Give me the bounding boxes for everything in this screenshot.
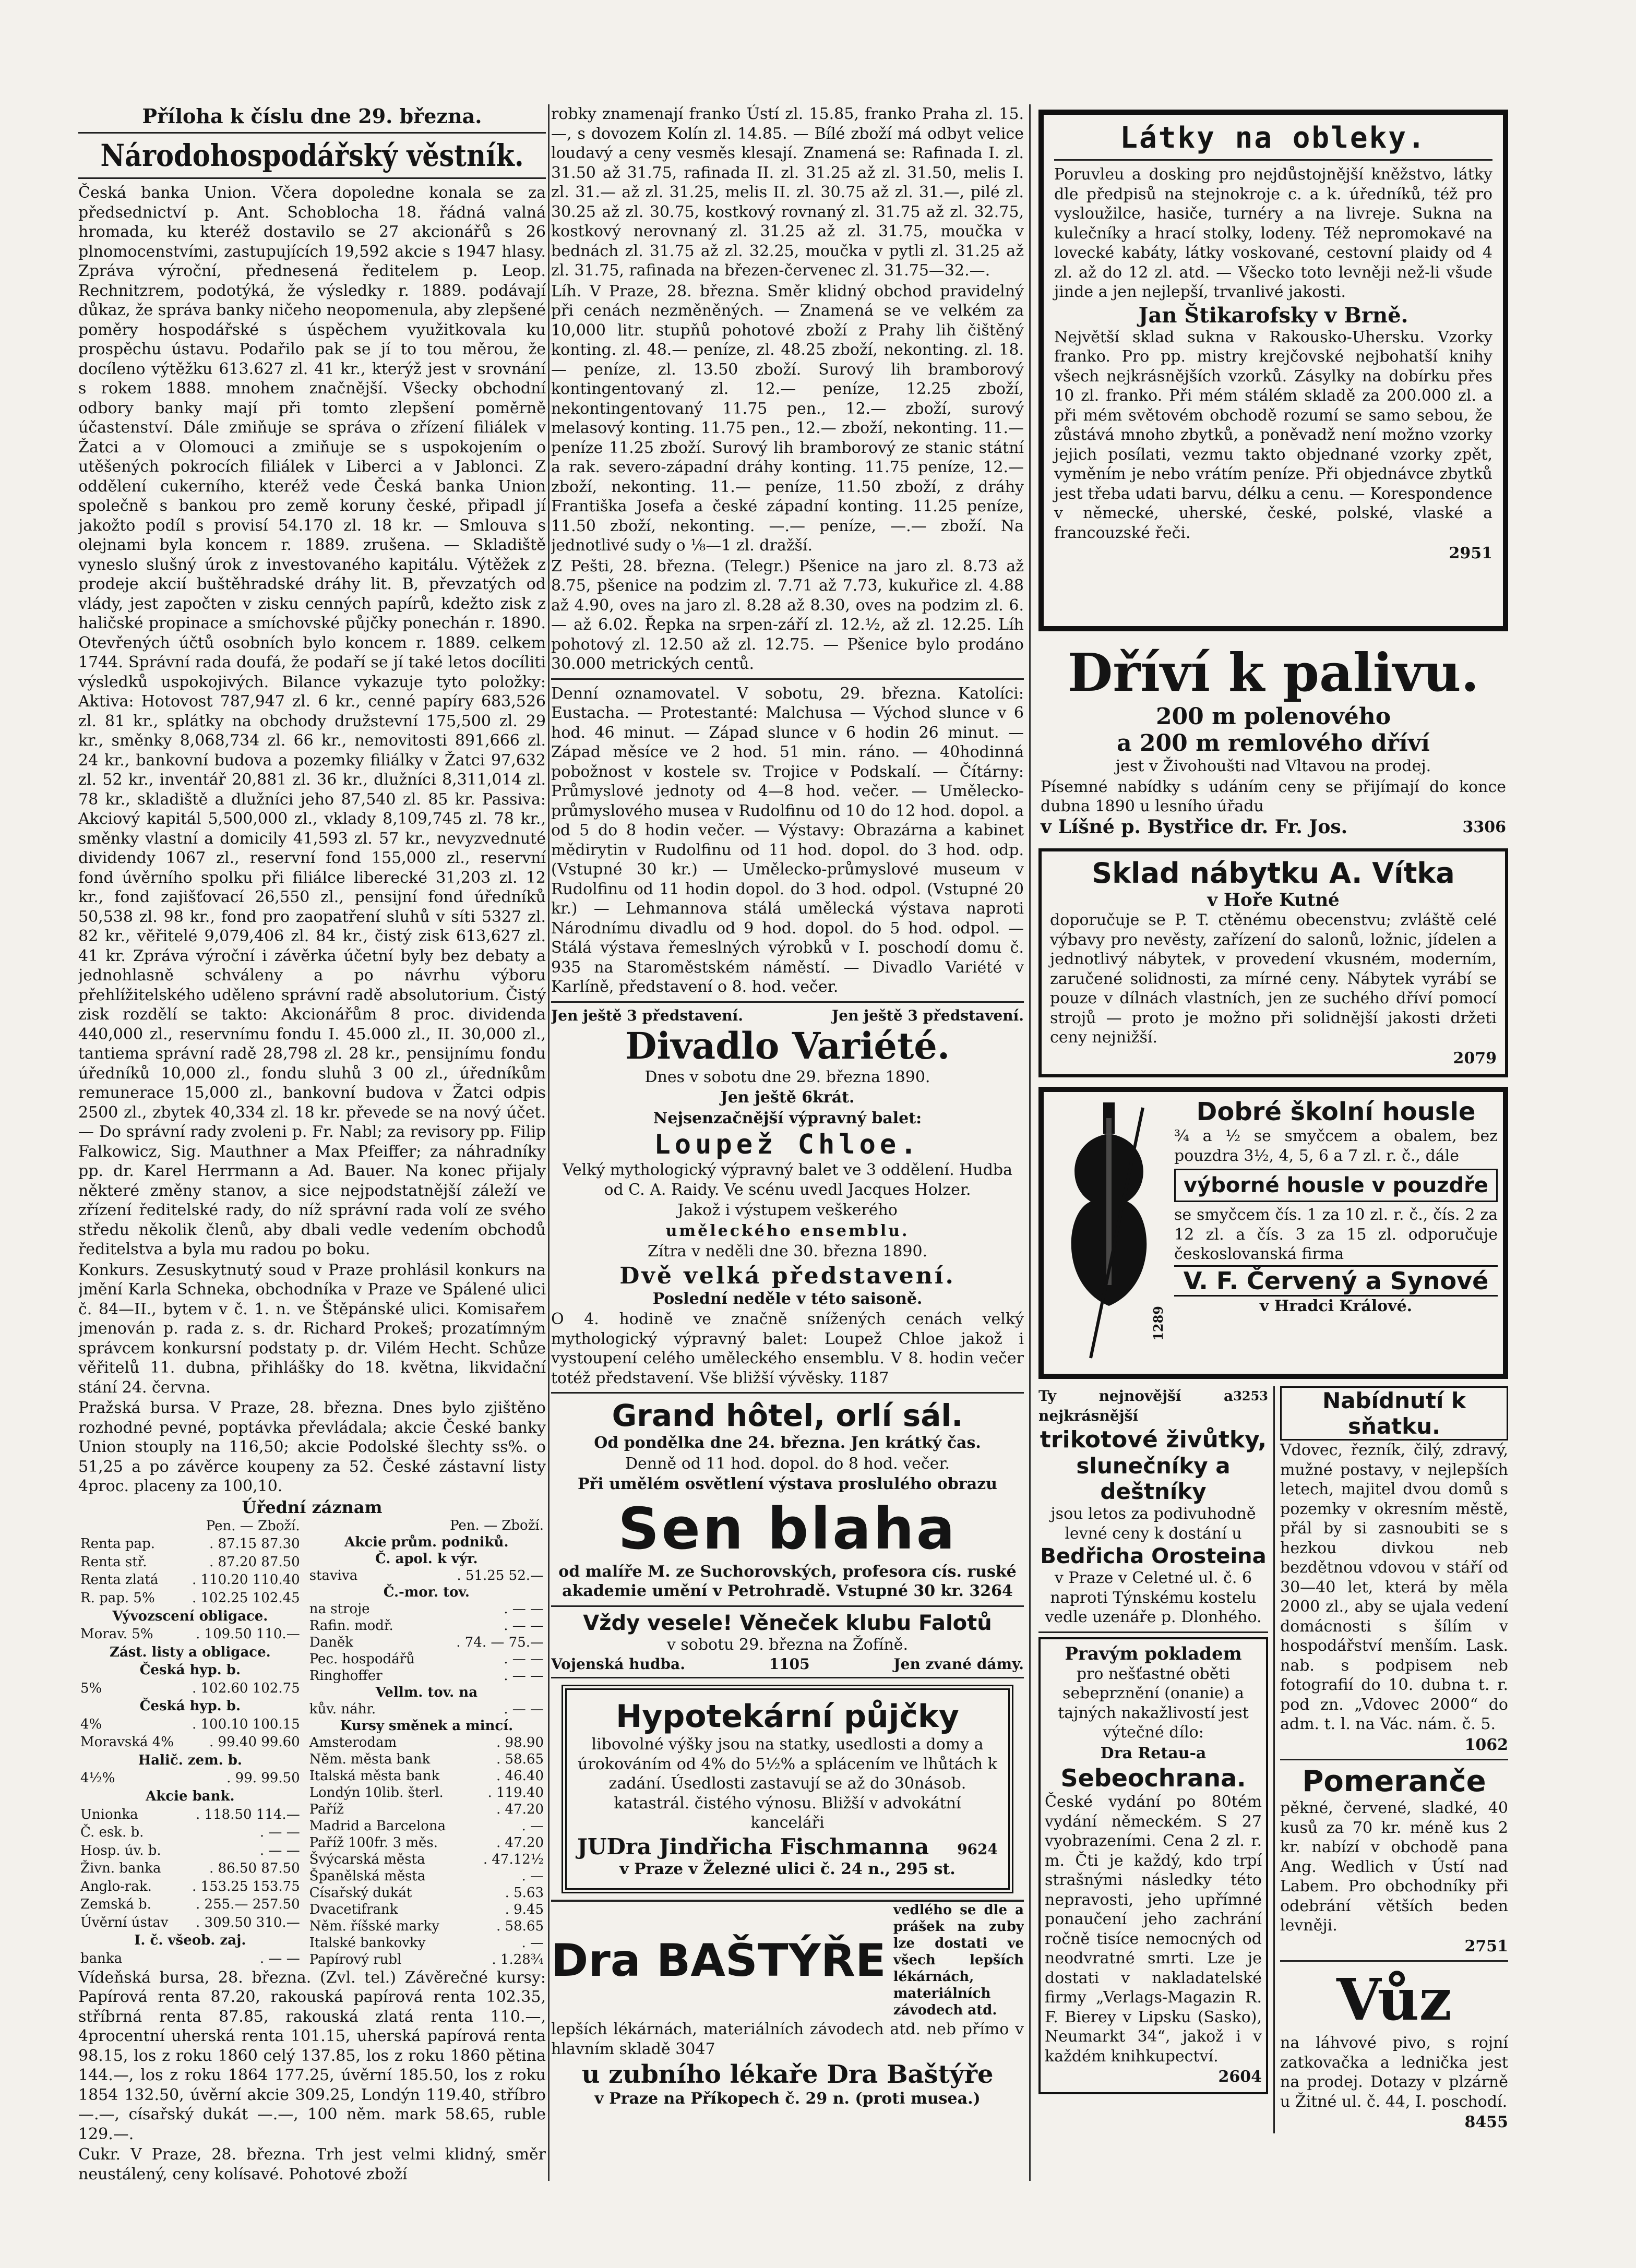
table-cell-label: Moravská 4% [80,1734,174,1750]
grand-hotel-line: Od pondělka dne 24. března. Jen krátký čas. [594,1434,981,1452]
firewood-num: 3306 [1462,818,1506,836]
table-cell-value: . 87.15 87.30 [209,1536,300,1552]
table-row [78,1715,302,1734]
table-cell-label: Vývozscení obligace. [112,1608,268,1624]
article-sugar-cont: robky znamenají franko Ústí zl. 15.85, franko Praha zl. 15.—, s dovozem Kolín zl. 14.85. — Bílé zboží má odbyt velice loudavý a ceny vesměs klesají. Znamená se: Rafinada I. zl. 31.50 až 31.75, rafinada II. zl. 31.25 až zl. 31.50, melis I. zl. 31.— až zl. 31.25, melis II. zl. 30.75 až zl. 31.—, pilé zl. 30.25 až zl. 30.75, kostkový rovnaný zl. 31.75 až zl. 32.75, kostkový nerovnaný zl. 31.25 až zl. 31.75, moučka v bednách zl. 31.75 až zl. 32.25, moučka v pytli zl. 31.25 až zl. 31.75, rafinada na březen-červenec zl. 31.75—32.—. [551,105,1024,280]
fabric-merchant: Jan Štikarofsky v Brně. [1138,303,1408,328]
mortgage-text: libovolné výšky jsou na statky, usedlosti a domy a úrokováním od 4% do 5½% a splácením ve lhůtách k zadání. Úsedlosti zastavují se až do 30násob. katastrál. čistého výnosu. Bližší v advokátní kanceláři [578,1735,997,1832]
table-row [78,1553,302,1571]
table-cell-label: Morav. 5% [80,1626,153,1642]
table-row [307,1901,546,1918]
furniture-num: 2079 [1453,1049,1497,1067]
table-cell-value: . 86.50 87.50 [209,1861,300,1877]
tricot-a: trikotové živůtky, [1040,1426,1267,1453]
table-cell-value: . — [521,1935,544,1951]
table-cell-label: Úvěrní ústav [80,1914,169,1930]
table-cell-value: . 255.— 257.50 [196,1897,300,1913]
variete-line: O 4. hodině ve značně snížených cenách velký mythologický výpravný balet: Loupež Chloe jakož i vystoupení celého uměleckého ensemblu. V 8. hodin večer totéž představení. Vše bližší vývěsky. 1187 [551,1310,1024,1387]
article-bankruptcy: Konkurs. Zesuskytnutý soud v Praze prohlásil konkurs na jmění Karla Schneka, obchodníka v Praze ve Spálené ulici č. 84—II., bytem v č. 1. n. ve Štěpánské ulici. Komisařem jmenován p. rada z. s. dr. Richard Prokeš; prozatímným správcem konkursní podstaty p. dr. Vilém Hecht. Schůze věřitelů 11. dubna, přihlášky do 18. května, likvidační stání 24. června. [78,1261,546,1397]
bastyr-addr: v Praze na Příkopech č. 29 n. (proti musea.) [594,2090,981,2108]
divider [551,1001,1024,1003]
table-cell-label: Paříž 100fr. 3 měs. [309,1834,438,1851]
table-cell-value: . 110.20 110.40 [192,1572,300,1588]
table-row [307,1634,546,1651]
table-cell-label [307,1517,448,1534]
grand-hotel-painting: Sen blaha [618,1495,957,1562]
article-sugar: Cukr. V Praze, 28. března. Trh jest velmi klidný, směr neustálený, ceny kolísavé. Pohotové zboží [78,2145,546,2183]
bastyr-dentist: u zubního lékaře Dra Baštýře [581,2060,994,2089]
table-cell-label: Španělská města [309,1868,426,1884]
table-cell-label: Č.-mor. tov. [383,1584,470,1600]
table-row [78,1625,302,1643]
table-row [78,1661,302,1679]
violin-title: Dobré školní housle [1196,1097,1476,1126]
table-cell-value: . — [521,1818,544,1834]
variete-line: Jen ještě 6krát. [720,1088,855,1107]
table-row [78,1607,302,1625]
table-row [78,1823,302,1842]
table-cell-label: kův. náhr. [309,1701,376,1717]
table-cell-label: Živn. banka [80,1861,161,1877]
furniture-text: doporučuje se P. T. ctěnému obecenstvu; zvláště celé výbavy pro nevěsty, zařízení do salonů, ložnic, jídelen a jednotlivý nábytek, v provedení vkusném, moderním, zaručené solidnosti, za mírné ceny. Nábytek vyrábí se pouze v dílnách vlastních, jen ze suchého dříví pomocí strojů — proto je možno při solidnější jakosti držeti ceny nejnižší. [1050,911,1497,1047]
table-cell-label: Akcie bank. [146,1788,235,1804]
table-row [307,1935,546,1951]
table-cell-label: Ringhoffer [309,1667,383,1684]
table-cell-value: . — — [504,1617,544,1634]
table-cell-label: Pec. hospodářů [309,1651,415,1667]
table-cell-label: Č. apol. k výr. [375,1551,478,1567]
marriage-title: Nabídnutí k sňatku. [1280,1386,1508,1441]
table-row [78,1751,302,1770]
table-cell-value: . — — [259,1951,300,1967]
table-cell-value: . 118.50 114.— [196,1806,300,1822]
variete-top-right: Jen ještě 3 představení. [832,1006,1024,1024]
table-cell-value: . 1.28¾ [492,1951,544,1967]
tricot-name: Bedřicha Orosteina [1040,1544,1267,1568]
table-row [307,1718,546,1734]
table-cell-value: . 102.25 102.45 [192,1590,300,1606]
mortgage-title: Hypotekární půjčky [616,1698,959,1735]
lower-ads [1038,1386,1508,2133]
table-row [307,1601,546,1617]
variete-line: Velký mythologický výpravný balet ve 3 oddělení. Hudba od C. A. Raidy. Ve scénu uvedl Jacques Holzer. [563,1161,1012,1199]
table-cell-label: Italské bankovky [309,1935,426,1951]
table-row [307,1818,546,1834]
fabric-ad [1038,110,1508,631]
table-cell-label: Italská města bank [309,1768,440,1784]
table-cell-label: Renta zlatá [80,1572,159,1588]
table-row [307,1918,546,1935]
table-cell-value: . 5.63 [505,1885,544,1901]
variete-line: Jakož i výstupem veškerého [677,1201,898,1219]
violin-ad [1038,1087,1508,1379]
table-row [307,1517,546,1534]
table-cell-label: Č. esk. b. [80,1825,144,1841]
oranges-text: pěkné, červené, sladké, 40 kusů za 70 kr. méně kus 2 kr. nabízí v obchodě pana Ang. Wedlich v Ústí nad Labem. Pro obchodníky při odebrání větších beden levněji. [1280,1799,1508,1935]
fabric-text-2: Největší sklad sukna v Rakousko-Uhersku. Vzorky franko. Pro pp. mistry krejčovské nejbohatší knihy všech nejkrásnějších vzorků. Zásylky na dobírku přes 10 zl. franko. Při mém stálém skladě za 200.000 zl. a při mém světovém obchodě rozumí se samo sebou, že zůstává mnoho zbytků, a poněvadž není možno vzorky jejich posílati, vezmu takto objednané vzorky zpět, vyměním je nebo vrátím peníze. Při objednávce zbytků jest třeba udati barvu, délku a cenu. — Korespondence v německé, uherské, české, polské, vlaské a francouzské řeči. [1054,328,1492,542]
wagon-num: 8455 [1464,2113,1508,2131]
table-cell-value: Pen. — Zboží. [206,1518,300,1534]
table-cell-label: Madrid a Barcelona [309,1818,446,1834]
exchange-table-left [78,1517,302,1968]
bastyr-side: vedlého se dle a prášek na zuby lze dostati ve všech lepších lékárnách, materiálních závodech atd. [893,1902,1024,2018]
table-row [78,1841,302,1859]
variete-show: Loupež Chloe. [654,1129,921,1160]
tricot-line: jsou letos za podivuhodně levné ceny k dostání u [1050,1505,1256,1543]
variete-line: Dnes v sobotu dne 29. března 1890. [644,1067,930,1086]
variete-line: Dvě velká představení. [619,1262,956,1289]
table-row [78,1679,302,1697]
table-cell-value: . 98.90 [496,1734,544,1750]
table-cell-label: Zemská b. [80,1897,151,1913]
table-cell-value: . 51.25 52.— [457,1567,544,1583]
table-cell-value: . 119.40 [487,1784,544,1801]
table-row [307,1851,546,1868]
table-row [78,1517,302,1535]
firewood-line: Písemné nabídky s udáním ceny se přijímají do konce dubna 1890 u lesního úřadu [1041,777,1506,815]
furniture-ad [1038,848,1508,1077]
mortgage-num: 9624 [957,1840,998,1858]
table-cell-value: . 109.50 110.— [196,1626,300,1642]
table-cell-label: 4½% [80,1770,115,1786]
bastyr-line [551,2020,1024,2059]
tricot-b: slunečníky a deštníky [1076,1453,1231,1504]
table-cell-value: . — — [504,1651,544,1667]
bastyr-title: Dra BAŠTÝŘE [551,1935,886,1987]
table-cell-value: . 9.45 [505,1901,544,1917]
table-cell-value: . — — [259,1825,300,1841]
table-row [78,1733,302,1751]
violin-city: v Hradci Králové. [1259,1297,1413,1315]
firewood-ad [1038,631,1508,848]
table-cell-label: Česká hyp. b. [139,1698,241,1714]
fabric-title: Látky na obleky. [1120,121,1427,155]
mortgage-addr: v Praze v Železné ulici č. 24 n., 295 st. [619,1859,956,1878]
table-row [307,1834,546,1851]
column-1 [78,104,546,2191]
table-cell-label: Renta pap. [80,1536,155,1552]
table-cell-label: Vellm. tov. na [375,1684,478,1700]
table-row [307,1868,546,1885]
table-cell-value: . 74. — 75.— [456,1634,544,1650]
table-cell-label: 5% [80,1680,102,1696]
fabric-text: Poruvleu a dosking pro nejdůstojnější kněžstvo, látky dle předpisů na stejnokroje c. a k. úředníků, též pro vysloužilce, hasiče, turnéry a na livreje. Sukna na kulečníky a hrací stolky, lodeny. Též nepromokavé na lovecké kabáty, látky voskované, cestovní plaidy od 4 zl. až do 12 zl. atd. — Všecko toto levněji než-li všude jinde a jen nejlepší, trvanlivé jakosti. [1054,165,1492,301]
book-text: České vydání po 80tém vydání německém. S 27 vyobrazeními. Cena 2 zl. r. m. Čti je každý, kdo trpí strašnými následky této nepravosti, jeho upřímné ponaučení jeho zachrání ročně tisíce nemocných od neodvratné smrti. Lze je dostati v nakladatelské firmy „Verlags-Magazin R. F. Bierey v Lipsku (Sasko), Neumarkt 34“, jakož i v každém knihkupectví. [1045,1793,1262,2066]
divider [1280,1759,1508,1760]
oranges-ad [1280,1765,1508,1956]
table-cell-label: staviva [309,1567,358,1583]
variete-title: Divadlo Variété. [625,1024,950,1067]
table-cell-label: Londýn 10lib. šterl. [309,1784,444,1801]
table-row [78,1895,302,1914]
table-cell-value: . 47.20 [496,1801,544,1817]
table-row [78,1643,302,1661]
table-row [307,1768,546,1784]
table-row [307,1534,546,1551]
table-cell-label: Paříž [309,1801,344,1817]
table-cell-label: Unionka [80,1806,138,1822]
table-cell-label: Amsterodam [309,1734,397,1750]
table-row [78,1950,302,1968]
article-prague-exchange: Pražská bursa. V Praze, 28. března. Dnes bylo zjištěno rozhodné pevné, poptávka převládala; akcie České banky Union stouply na 116,50; akcie Podolské šlechty ss%. o 51,25 a po závěrce koupeny za 52. České zástavní listy 4proc. placeny za 100,10. [78,1399,546,1495]
table-cell-label: I. č. všeob. zaj. [134,1933,246,1949]
violin-line: se smyčcem čís. 1 za 10 zl. r. č., čís. 2 za 12 zl. a čís. 3 za 15 zl. odporučuje českoslovanská firma [1174,1206,1498,1263]
falot-ad [551,1611,1024,1673]
tricot-ad [1038,1386,1268,1627]
table-row [307,1551,546,1567]
table-row [78,1535,302,1553]
table-cell-label: banka [80,1951,123,1967]
table-cell-label: Renta stř. [80,1554,147,1570]
table-row [307,1684,546,1701]
table-row [307,1951,546,1968]
variete-line: Poslední neděle v této saisoně. [652,1289,923,1308]
marriage-num: 1062 [1464,1735,1508,1754]
column-2 [551,104,1024,2181]
table-cell-label: na stroje [309,1601,370,1617]
table-cell-value: . 58.65 [496,1918,544,1934]
book-title: Pravým pokladem [1065,1643,1242,1664]
book-num: 2604 [1218,2068,1262,2086]
table-cell-label [78,1517,183,1535]
book-big: Sebeochrana. [1060,1764,1246,1792]
table-cell-value: . — [521,1868,544,1884]
oranges-title: Pomeranče [1302,1765,1486,1798]
supplement-header: Příloha k číslu dne 29. března. [142,104,482,128]
divider [1054,159,1492,161]
table-cell-value: . 87.20 87.50 [209,1554,300,1570]
firewood-line: 200 m polenového [1155,703,1391,730]
mortgage-name: JUDra Jindřicha Fischmanna [577,1833,929,1859]
table-row [307,1651,546,1667]
divider [551,1677,1024,1678]
table-cell-value: . — — [504,1601,544,1617]
furniture-sub: v Hoře Kutné [1207,890,1340,910]
table-row [307,1701,546,1718]
divider [78,177,546,179]
table-cell-label: Něm. města bank [309,1751,431,1767]
article-pest: Z Pešti, 28. března. (Telegr.) Pšenice na jaro zl. 8.73 až 8.75, pšenice na podzim zl. 7.71 až 7.73, kukuřice zl. 4.88 až 4.90, oves na jaro zl. 8.28 až 8.30, oves na podzim zl. 6.— až 6.02. Řepka na srpen-září zl. 12.½, až zl. 12.25. Líh pohotový zl. 12.50 až zl. 12.75. — Pšenice bylo prodáno 30.000 metrických centů. [551,557,1024,673]
table-row [78,1859,302,1878]
violin-illustration [1049,1097,1169,1369]
article-spirit: Líh. V Praze, 28. března. Směr klidný obchod pravidelný při cenách nezměněných. — Znamená se ve velkém za 10,000 litr. stupňů pohotové zboží z Prahy lih čištěný konting. zl. 48.— peníze, zl. 48.25 zboží, nekonting. zl. 18.— peníze, zl. 13.50 zboží. Surový lih bramborový kontingentovaný zl. 12.— peníze, 12.25 zboží, nekontingentovaný 11.75 pen., 12.— zboží, surový melasový konting. 11.75 pen., 12.— zboží, nekonting. 11.— peníze 11.25 zboží. Surový lih bramborový ze stanic státní a rak. severo-západní dráhy konting. 11.75 peníze, 12.— zboží, nekonting. 11.— peníze, 11.50 zboží, z dráhy Františka Josefa a české západní konting. 11.25 peníze, 11.50 zboží, nekonting. —.— peníze, —.— zboží. Na jednotlivé sudy o ⅛—1 zl. dražší. [551,282,1024,555]
wagon-title: Vůz [1336,1966,1452,2033]
table-cell-label: Česká hyp. b. [139,1662,241,1678]
bastyr-line-text: lepších lékárnách, materiálních závodech atd. neb přímo v hlavním skladě [551,2020,1024,2058]
article-vienna-exchange: Vídeňská bursa, 28. března. (Zvl. tel.) Závěrečné kursy: Papírová renta 87.20, rakouská papírová renta 102.35, stříbrná renta 87.85, rakouská zlatá renta 110.—, 4procentní uherská renta 101.15, uherská papírová renta 98.15, los z roku 1860 celý 137.85, los z roku 1860 pětina 144.—, los z roku 1864 177.25, úvěrní 185.50, los z roku 1854 132.50, úvěrní akcie 309.25, Londýn 119.40, stříbro —.—, císařský dukát —.—, 100 něm. mark 58.65, ruble 129.—. [78,1968,546,2143]
violin-line: ¾ a ½ se smyčcem a obalem, bez pouzdra 3½, 4, 5, 6 a 7 zl. r. č., dále [1174,1127,1498,1165]
book-line: pro nešťastné oběti sebeprznění (onanie) a tajných nakažlivostí jest výtečné dílo: [1058,1664,1249,1742]
book-ad [1038,1637,1268,2094]
table-cell-value: . — — [504,1701,544,1717]
table-cell-label: 4% [80,1716,102,1732]
table-cell-value: . 47.20 [496,1834,544,1851]
oranges-num: 2751 [1464,1937,1508,1955]
falot-music: Vojenská hudba. [551,1655,685,1673]
fabric-num: 2951 [1449,544,1492,562]
marriage-ad [1280,1386,1508,1755]
exchange-table-right [307,1517,546,1968]
firewood-line: v Líšné p. Bystřice dr. Fr. Jos. [1041,815,1348,838]
grand-hotel-line: Při umělém osvětlení výstava proslulého obrazu [577,1475,997,1493]
table-row [78,1571,302,1589]
table-cell-value: . 99. 99.50 [226,1770,300,1786]
table-cell-value: . — — [259,1842,300,1858]
table-cell-value: . 58.65 [496,1751,544,1767]
falot-ladies: Jen zvané dámy. [893,1655,1024,1673]
table-row [307,1801,546,1818]
divider [78,132,546,134]
grand-hotel-ad [551,1398,1024,1601]
variete-line: Zítra v neděli dne 30. března 1890. [647,1242,928,1261]
table-cell-value: Pen. — Zboží. [450,1517,544,1533]
mortgage-ad [562,1685,1013,1893]
table-row [307,1617,546,1634]
table-row [78,1697,302,1715]
falot-num: 1105 [769,1655,810,1673]
divider [1280,1960,1508,1962]
variete-ad [551,1007,1024,1388]
table-cell-label: Daněk [309,1634,353,1650]
tricot-line: v Praze v Celetné ul. č. 6 naproti Týnskému kostelu vedle uzenáře p. Dlonhého. [1045,1569,1262,1626]
divider [1038,1631,1268,1633]
article-union-bank: Česká banka Union. Včera dopoledne konala se za předsednictví p. Ant. Schoblocha 18. řádná valná hromada, ku kteréž dostavilo se 27 akcionářů s 26 plnomocenstvími, zastupujících 19,592 akcie s 1947 hlasy. Zpráva výroční, přednesená ředitelem p. Leop. Rechnitzrem, podotýká, že výsledky r. 1889. podávají důkaz, že správa banky ničeho neopomenula, aby zlepšené poměry hospodářské s úspěchem využitkovala ku prospěchu ústavu. Podařilo pak se jí to tou měrou, že docíleno výtěžku 613.627 zl. 41 kr., kterýž jest v srovnání s rokem 1888. mnohem značnější. Všecky obchodní odbory banky mají při tomto zlepšení poměrně účastenství. Dále zmiňuje se správa o zřízení filiálek v Žatci a v Olomouci a zmiňuje se s uspokojením o utěšených pokrocích filiálek v Liberci a v Jablonci. Z oddělení cukerního, kteréž vede Česká banka Union společně s bankou pro země koruny české, připadl jí jakožto podíl s provisí 54.170 zl. 18 kr. — Smlouva s olejnami byla koncem r. 1889. zrušena. — Skladiště vyneslo slušný úrok z investovaného kapitálu. Výtěžek z prodeje akcií buštěhradské dráhy lit. B, převzatých od vlády, jest započten v zisku cenných papírů, kdežto zisk z haličské propinace a smíchovské půjčky ponechán r. 1890. Otevřených účtů osobních bylo koncem r. 1889. celkem 1744. Správní rada doufá, že podaří se jí také letos docíliti výsledků uspokojivých. Bilance vykazuje tyto položky: Aktiva: Hotovost 787,947 zl. 6 kr., cenné papíry 683,526 zl. 81 kr., splátky na obchody družstevní 175,500 zl. 29 kr., směnky 8,068,734 zl. 66 kr., nemovitosti 891,666 zl. 24 kr., bankovní budova a pozemky filiálky v Žatci 97,632 zl. 52 kr., inventář 20,881 zl. 36 kr., dlužníci 8,311,014 zl. 78 kr., skladiště a dlužníci jeho 87,540 zl. 85 kr. Passiva: Akciový kapitál 5,500,000 zl., vklady 8,109,745 zl. 78 kr., směnky vlastní a domicily 41,593 zl. 57 kr., nevyzvednuté dividendy 1067 zl., reservní fond 155,000 zl., reservní fond úvěrního spolku při filiálce liberecké 31,203 zl. 12 kr., fond zajišťovací 26,550 zl., pensijní fond úředníků 50,538 zl. 98 kr., fond pro zaopatření sluhů v síti 5327 zl. 82 kr., věřitelé 9,079,406 zl. 84 kr., čistý zisk 613,627 zl. 41 kr. Zpráva výroční i závěrka účetní byly bez debaty a jednohlasně schváleny a po návrhu výboru přehlížitelského uděleno správní radě absolutorium. Čistý zisk rozdělí se takto: Akcionářům 8 proc. dividenda 440,000 zl., reservnímu fondu I. 45.000 zl., II. 30,000 zl., tantiema správní radě 28,798 zl. 28 kr., pensijnímu fondu úředníků 10,000 zl., fondu sluhů 3 00 zl., úředníkům remunerace 15,000 zl., bankovní budova v Žatci odpis 2500 zl., zbytek 40,334 zl. 18 kr. převede se na nový účet. — Do správní rady zvoleni p. Fr. Nabl; za revisory pp. Filip Falkowicz, Sig. Mauthner a Max Pfeiffer; za náhradníky pp. dr. Karel Herrmann a Ad. Bauer. Na konec přijaly některé změny stanov, a sice nejpodstatnější záleží ve zřízení ředitelské rady, do níž správní rada volí ze svého středu několik členů, aby dbali vedle vedením obchodů ředitelstva a byla mu radou po boku. [78,184,546,1258]
table-row [78,1805,302,1823]
table-cell-label: Rafin. modř. [309,1617,393,1634]
table-row [78,1914,302,1932]
wagon-text: na láhvové pivo, s rojní zatkovačka a lednička jest na prodej. Dotazy v plzárně u Žitné ul. č. 44, I. poschodí. [1280,2034,1508,2111]
table-cell-label: Kursy směnek a mincí. [340,1718,514,1734]
table-cell-label: Císařský dukát [309,1885,412,1901]
section-title: Národohospodářský věstník. [100,138,524,173]
table-row [307,1584,546,1601]
violin-box: výborné housle v pouzdře [1174,1169,1498,1202]
table-row [307,1734,546,1751]
column-rule [1029,104,1031,2181]
table-cell-value: . — — [504,1667,544,1684]
falot-title: Vždy vesele! Věneček klubu Falotů [583,1611,992,1635]
table-cell-label: R. pap. 5% [80,1590,155,1606]
table-row [307,1667,546,1684]
firewood-line: jest v Živohoušti nad Vltavou na prodej. [1115,757,1431,775]
table-cell-label: Hosp. úv. b. [80,1842,161,1858]
column-rule [548,104,550,2181]
table-row [78,1769,302,1787]
grand-hotel-line: Denně od 11 hod. dopol. do 8 hod. večer. [625,1454,950,1473]
violin-side-num: 1289 [1151,1306,1166,1341]
table-cell-label: Papírový rubl [309,1951,402,1967]
table-cell-value: . 46.40 [496,1768,544,1784]
table-cell-label: Dvacetifrank [309,1901,398,1917]
variete-line: uměleckého ensemblu. [665,1221,910,1240]
violin-firm: V. F. Červený a Synové [1174,1265,1498,1297]
article-daily: Denní oznamovatel. V sobotu, 29. března. Katolíci: Eustacha. — Protestanté: Malchusa — Východ slunce v 6 hod. 46 minut. — Západ slunce v 6 hodin 26 minut. — Západ měsíce ve 2 hod. 51 min. ráno. — 40hodinná pobožnost v kostele sv. Trojice v Podskalí. — Čítárny: Průmyslové jednoty od 4—8 hod. večer. — Umělecko-průmyslového musea v Rudolfinu od 10 do 12 hod. dopol. a od 5 do 8 hodin večer. — Výstavy: Obrazárna a kabinet mědirytin v Rudolfinu od 11 hod. dopol. do 3 hod. odp. (Vstupné 30 kr.) — Umělecko-průmyslové museum v Rudolfinu od 11 hodin dopol. do 3 hod. odpol. (Vstupné 20 kr.) — Lehmannova stálá umělecká výstava naproti Národnímu divadlu od 9 hod. dopol. do 5 hod. odpol. — Stálá výstava řemeslných výrobků v I. poschodí domu č. 935 na Staroměstském náměstí. — Divadlo Variété v Karlíně, představení o 8. hod. večer. [551,684,1024,996]
table-row [78,1589,302,1607]
table-row [78,1877,302,1895]
table-cell-value: . 99.40 99.60 [209,1734,300,1750]
table-cell-value: . 100.10 100.15 [192,1716,300,1732]
tricot-num: 3253 [1233,1388,1268,1403]
table-cell-value: . 102.60 102.75 [192,1680,300,1696]
table-row [307,1751,546,1768]
bastyr-ad [551,1900,1024,2109]
tricot-top: Ty nejnovější a nejkrásnější [1038,1387,1234,1424]
furniture-title: Sklad nábytku A. Vítka [1092,857,1455,890]
table-row [307,1885,546,1901]
table-row [307,1784,546,1801]
table-cell-label: Anglo-rak. [80,1878,152,1894]
table-cell-label: Halič. zem. b. [138,1752,242,1768]
exchange-tables [78,1517,546,1968]
book-author: Dra Retau-a [1100,1744,1207,1762]
grand-hotel-line: od malíře M. ze Suchorovských, profesora cís. ruské akademie umění v Petrohradě. Vstupné 30 kr. 3264 [558,1562,1017,1600]
firewood-title: Dříví k palivu. [1067,642,1479,703]
exchange-table-title: Úřední záznam [242,1497,383,1517]
table-row [307,1567,546,1584]
table-row [78,1787,302,1806]
table-cell-label: Zást. listy a obligace. [109,1644,271,1660]
table-cell-value: . 309.50 310.— [196,1914,300,1930]
table-cell-value: . 47.12½ [483,1851,544,1867]
table-cell-label: Něm. říšské marky [309,1918,439,1934]
divider [551,1392,1024,1394]
table-cell-label: Švýcarská města [309,1851,425,1867]
divider [551,1605,1024,1607]
table-cell-label: Akcie prům. podniků. [344,1534,509,1550]
variete-top-left: Jen ještě 3 představení. [551,1006,743,1024]
bastyr-num: 3047 [675,2039,715,2058]
falot-line: v sobotu 29. března na Žofíně. [666,1635,909,1654]
grand-hotel-title: Grand hôtel, orlí sál. [612,1398,963,1433]
column-3 [1038,110,1508,2186]
table-row [78,1931,302,1950]
marriage-text: Vdovec, řezník, čilý, zdravý, mužné postavy, v nejlepších letech, majitel dvou domů s pozemky v okresním městě, přál by si zasnoubiti se s hezkou divkou neb bezdětnou vdovou v stáří od 30—40 let, která by měla 2000 zl., aby se ujala vedení domácnosti s šílím v hospodářství menším. Lask. nab. s podpisem neb fotografií do 10. dubna t. r. pod zn. „Vdovec 2000“ do adm. t. l. na Vác. nám. č. 5. [1280,1441,1508,1733]
divider [551,678,1024,680]
wagon-ad [1280,1966,1508,2132]
table-cell-value: . 153.25 153.75 [192,1878,300,1894]
variete-line: Nejsenzačnější výpravný balet: [653,1109,922,1127]
firewood-line: a 200 m remlového dříví [1117,730,1430,757]
